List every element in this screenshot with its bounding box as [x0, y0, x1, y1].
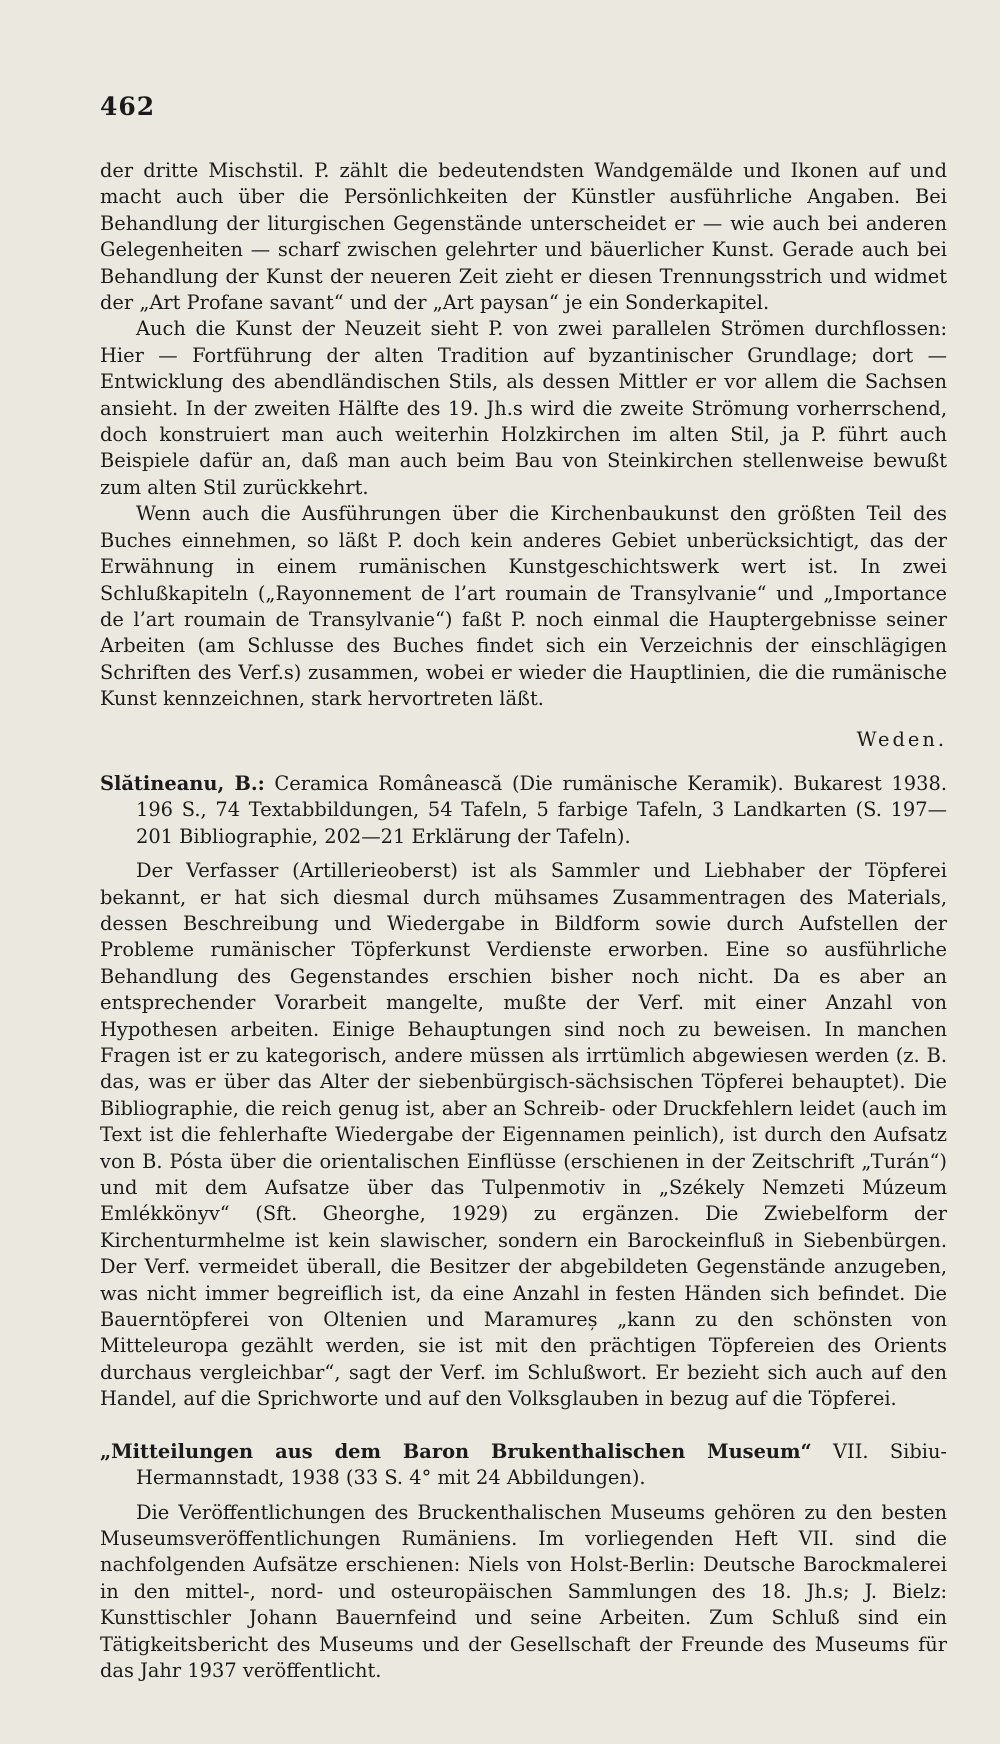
review2-heading [100, 771, 947, 850]
review1-paragraph-3: Wenn auch die Ausführungen über die Kirchenbaukunst den größten Teil des Buches einnehmen, so läßt P. doch kein anderes Gebiet unberücksichtigt, das der Erwähnung in einem rumänischen Kunstgeschichtswerk wert ist. In zwei Schlußkapiteln („Rayonnement de l’art roumain de Transylvanie“ und „Importance de l’art roumain de Transylvanie“) faßt P. noch einmal die Hauptergebnisse seiner Arbeiten (am Schlusse des Buches findet sich ein Verzeichnis der einschlägigen Schriften des Verf.s) zusammen, wobei er wieder die Hauptlinien, die die rumänische Kunst kennzeichnen, stark hervortreten läßt. [100, 502, 947, 711]
review1-paragraph-2: Auch die Kunst der Neuzeit sieht P. von zwei parallelen Strömen durchflossen: Hier — Fortführung der alten Tradition auf byzantinischer Grundlage; dort — Entwicklung des abendländischen Stils, als dessen Mittler er vor allem die Sachsen ansieht. In der zweiten Hälfte des 19. Jh.s wird die zweite Strömung vorherrschend, doch konstruiert man auch weiterhin Holzkirchen im alten Stil, ja P. führt auch Beispiele dafür an, daß man auch beim Bau von Steinkirchen stellenweise bewußt zum alten Stil zurückkehrt. [100, 317, 947, 499]
review1-paragraph-1: der dritte Mischstil. P. zählt die bedeutendsten Wandgemälde und Ikonen auf und macht auch über die Persönlichkeiten der Künstler ausführliche Angaben. Bei Behandlung der liturgischen Gegenstände unterscheidet er — wie auch bei anderen Gelegenheiten — scharf zwischen gelehrter und bäuerlicher Kunst. Gerade auch bei Behandlung der Kunst der neueren Zeit zieht er diesen Trennungsstrich und widmet der „Art Profane savant“ und der „Art paysan“ je ein Sonderkapitel. [100, 159, 947, 315]
review3-paragraph-1: Die Veröffentlichungen des Bruckenthalischen Museums gehören zu den besten Museumsveröffentlichungen Rumäniens. Im vorliegenden Heft VII. sind die nachfolgenden Aufsätze erschienen: Niels von Holst-Berlin: Deutsche Barockmalerei in den mittel-, nord- und osteuropäischen Sammlungen des 18. Jh.s; J. Bielz: Kunsttischler Johann Bauernfeind und seine Arbeiten. Zum Schluß sind ein Tätigkeitsbericht des Museums und der Gesellschaft der Freunde des Museums für das Jahr 1937 veröffentlicht. [100, 1500, 947, 1682]
review2-author: Slătineanu, B.: [100, 771, 265, 795]
page-number: 462 [100, 92, 156, 121]
review3-title: „Mitteilungen aus dem Baron Brukenthalischen Museum“ [100, 1439, 812, 1463]
review2-citation: Ceramica Românească (Die rumänische Keramik). Bukarest 1938. 196 S., 74 Textabbildungen, 54 Tafeln, 5 farbige Tafeln, 3 Landkarten (S. 197—201 Bibliographie, 202—21 Erklärung der Tafeln). [136, 771, 947, 848]
review3-citation: VII. Sibiu-Hermannstadt, 1938 (33 S. 4° mit 24 Abbildungen). [136, 1439, 947, 1490]
review1-signature: Weden. [856, 727, 947, 751]
text-column [100, 158, 947, 1684]
review3-heading [100, 1439, 947, 1492]
review2-paragraph-1: Der Verfasser (Artillerieoberst) ist als Sammler und Liebhaber der Töpferei bekannt, er hat sich diesmal durch mühsames Zusammentragen des Materials, dessen Beschreibung und Wiedergabe in Bildform sowie durch Aufstellen der Probleme rumänischer Töpferkunst Verdienste erworben. Eine so ausführliche Behandlung des Gegenstandes erschien bisher noch nicht. Da es aber an entsprechender Vorarbeit mangelte, mußte der Verf. mit einer Anzahl von Hypothesen arbeiten. Einige Behauptungen sind noch zu beweisen. In manchen Fragen ist er zu kategorisch, andere müssen als irrtümlich abgewiesen werden (z. B. das, was er über das Alter der siebenbürgisch-sächsischen Töpferei behauptet). Die Bibliographie, die reich genug ist, aber an Schreib- oder Druckfehlern leidet (auch im Text ist die fehlerhafte Wiedergabe der Eigennamen peinlich), ist durch den Aufsatz von B. Pósta über die orientalischen Einflüsse (erschienen in der Zeitschrift „Turán“) und mit dem Aufsatze über das Tulpenmotiv in „Székely Nemzeti Múzeum Emlékkönyv“ (Sft. Gheorghe, 1929) zu ergänzen. Die Zwiebelform der Kirchenturmhelme ist kein slawischer, sondern ein Barockeinfluß in Siebenbürgen. Der Verf. vermeidet überall, die Besitzer der abgebildeten Gegenstände anzugeben, was nicht immer begreiflich ist, da eine Anzahl in festen Händen sich befindet. Die Bauerntöpferei von Oltenien und Maramureș „kann zu den schönsten von Mitteleuropa gezählt werden, sie ist mit den prächtigen Töpfereien des Orients durchaus vergleichbar“, sagt der Verf. im Schlußwort. Er bezieht sich auch auf den Handel, auf die Sprichworte und auf den Volksglauben in bezug auf die Töpferei. [100, 859, 947, 1411]
